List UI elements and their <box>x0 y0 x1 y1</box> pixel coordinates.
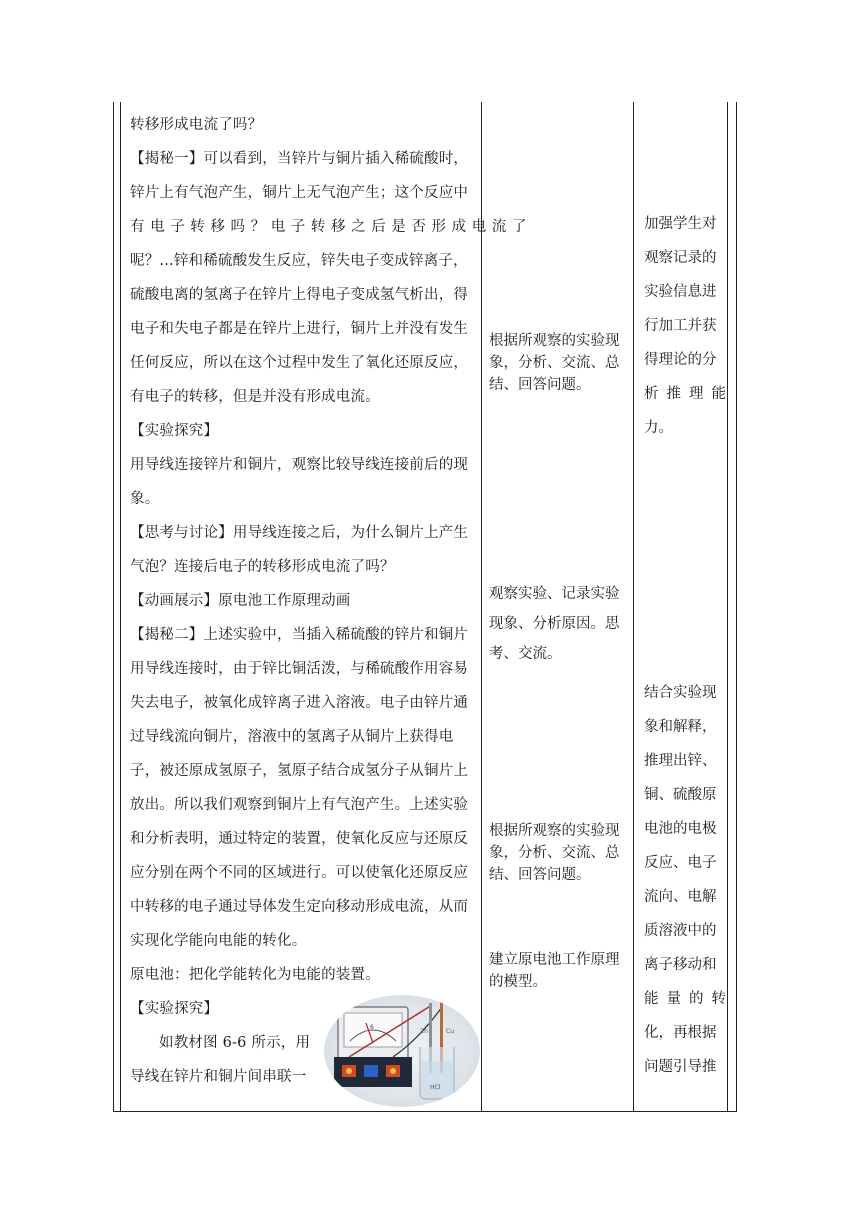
cu-label: Cu <box>446 1028 454 1035</box>
text-line: 用导线连接时，由于锌比铜活泼，与稀硫酸作用容易 <box>130 661 469 677</box>
intent-line: 观察记录的 <box>644 250 717 266</box>
text-line: 有电子的转移，但是并没有形成电流。 <box>130 389 380 405</box>
text-line: 应分别在两个不同的区域进行。可以使氧化还原反应 <box>130 865 469 881</box>
intent-line: 能 量 的 转 <box>644 991 726 1007</box>
text-line: 【动画展示】原电池工作原理动画 <box>130 593 351 609</box>
intent-line: 反应、电子 <box>644 855 717 871</box>
intent-line: 化，再根据 <box>644 1025 717 1041</box>
intent-line: 流向、电解 <box>644 889 717 905</box>
intent-line: 质溶液中的 <box>644 923 717 939</box>
intent-line: 实验信息进 <box>644 284 717 300</box>
intent-line: 推理出锌、 <box>644 753 717 769</box>
text-line: 硫酸电离的氢离子在锌片上得电子变成氢气析出，得 <box>130 287 469 303</box>
intent-line: 电池的电极 <box>644 821 717 837</box>
text-line: 原电池：把化学能转化为电能的装置。 <box>130 967 380 983</box>
intent-line: 行加工并获 <box>644 318 717 334</box>
design-intent-2 <box>644 676 726 1084</box>
text-line: 子，被还原成氢原子，氢原子结合成氢分子从铜片上 <box>130 763 469 779</box>
text-line: 【实验探究】 <box>130 423 219 439</box>
intent-line: 象和解释， <box>644 719 717 735</box>
design-intent-1 <box>644 207 726 445</box>
experiment-photo <box>324 995 480 1107</box>
text-line: 气泡？连接后电子的转移形成电流了吗？ <box>130 559 395 575</box>
column-divider-2 <box>633 102 634 1112</box>
text-line: 转移形成电流了吗？ <box>130 117 263 133</box>
intent-line: 铜、硫酸原 <box>644 787 717 803</box>
text-line: 放出。所以我们观察到铜片上有气泡产生。上述实验 <box>130 797 469 813</box>
table-border-left-inner <box>120 102 121 1112</box>
intent-line: 加强学生对 <box>644 216 717 232</box>
text-line: 【揭秘一】可以看到，当锌片与铜片插入稀硫酸时， <box>130 151 469 167</box>
text-line: 【实验探究】 <box>130 1001 219 1017</box>
intent-line: 析 推 理 能 <box>644 386 726 402</box>
intent-line: 力。 <box>644 420 673 436</box>
text-line: 导线在锌片和铜片间串联一 <box>130 1069 307 1085</box>
intent-line: 结合实验现 <box>644 685 717 701</box>
table-border-bottom <box>113 1111 737 1112</box>
text-line: 失去电子，被氧化成锌离子进入溶液。电子由锌片通 <box>130 695 469 711</box>
meter-scale-digit: 6 <box>370 1024 374 1031</box>
column-divider-1 <box>481 102 482 1112</box>
galvanic-cell-illustration <box>324 995 480 1107</box>
student-activity-4: 建立原电池工作原理的模型。 <box>489 952 620 990</box>
intent-line: 问题引导推 <box>644 1059 717 1075</box>
text-line: 和分析表明，通过特定的装置，使氧化反应与还原反 <box>130 831 469 847</box>
text-line: 【揭秘二】上述实验中，当插入稀硫酸的锌片和铜片 <box>130 627 469 643</box>
table-border-right-inner <box>727 102 728 1112</box>
text-line: 象。 <box>130 491 160 507</box>
student-activity-3: 根据所观察的实验现象，分析、交流、总结、回答问题。 <box>489 823 620 883</box>
intent-line: 得理论的分 <box>644 352 717 368</box>
student-activity-2: 观察实验、记录实验现象、分析原因。思考、交流。 <box>489 586 620 662</box>
text-line: 电子和失电子都是在锌片上进行，铜片上并没有发生 <box>130 321 469 337</box>
text-line: 有电子转移吗？电子转移之后是否形成电流了 <box>130 219 532 235</box>
table-border-right-outer <box>736 102 737 1112</box>
text-line: 如教材图 6-6 所示，用 <box>159 1035 311 1051</box>
student-activity-1: 根据所观察的实验现象，分析、交流、总结、回答问题。 <box>489 333 620 393</box>
hcl-label: HCl <box>430 1084 441 1091</box>
text-line: 中转移的电子通过导体发生定向移动形成电流，从而 <box>130 899 469 915</box>
text-line: 呢？...锌和稀硫酸发生反应，锌失电子变成锌离子， <box>130 253 468 269</box>
text-line: 用导线连接锌片和铜片，观察比较导线连接前后的现 <box>130 457 469 473</box>
text-line: 锌片上有气泡产生，铜片上无气泡产生；这个反应中 <box>130 185 469 201</box>
text-line: 实现化学能向电能的转化。 <box>130 933 307 949</box>
table-border-left-outer <box>113 102 114 1112</box>
text-line: 过导线流向铜片，溶液中的氢离子从铜片上获得电 <box>130 729 454 745</box>
text-line: 【思考与讨论】用导线连接之后，为什么铜片上产生 <box>130 525 469 541</box>
intent-line: 离子移动和 <box>644 957 717 973</box>
text-line: 任何反应，所以在这个过程中发生了氧化还原反应， <box>130 355 469 371</box>
zn-label: Zn <box>420 1028 428 1035</box>
